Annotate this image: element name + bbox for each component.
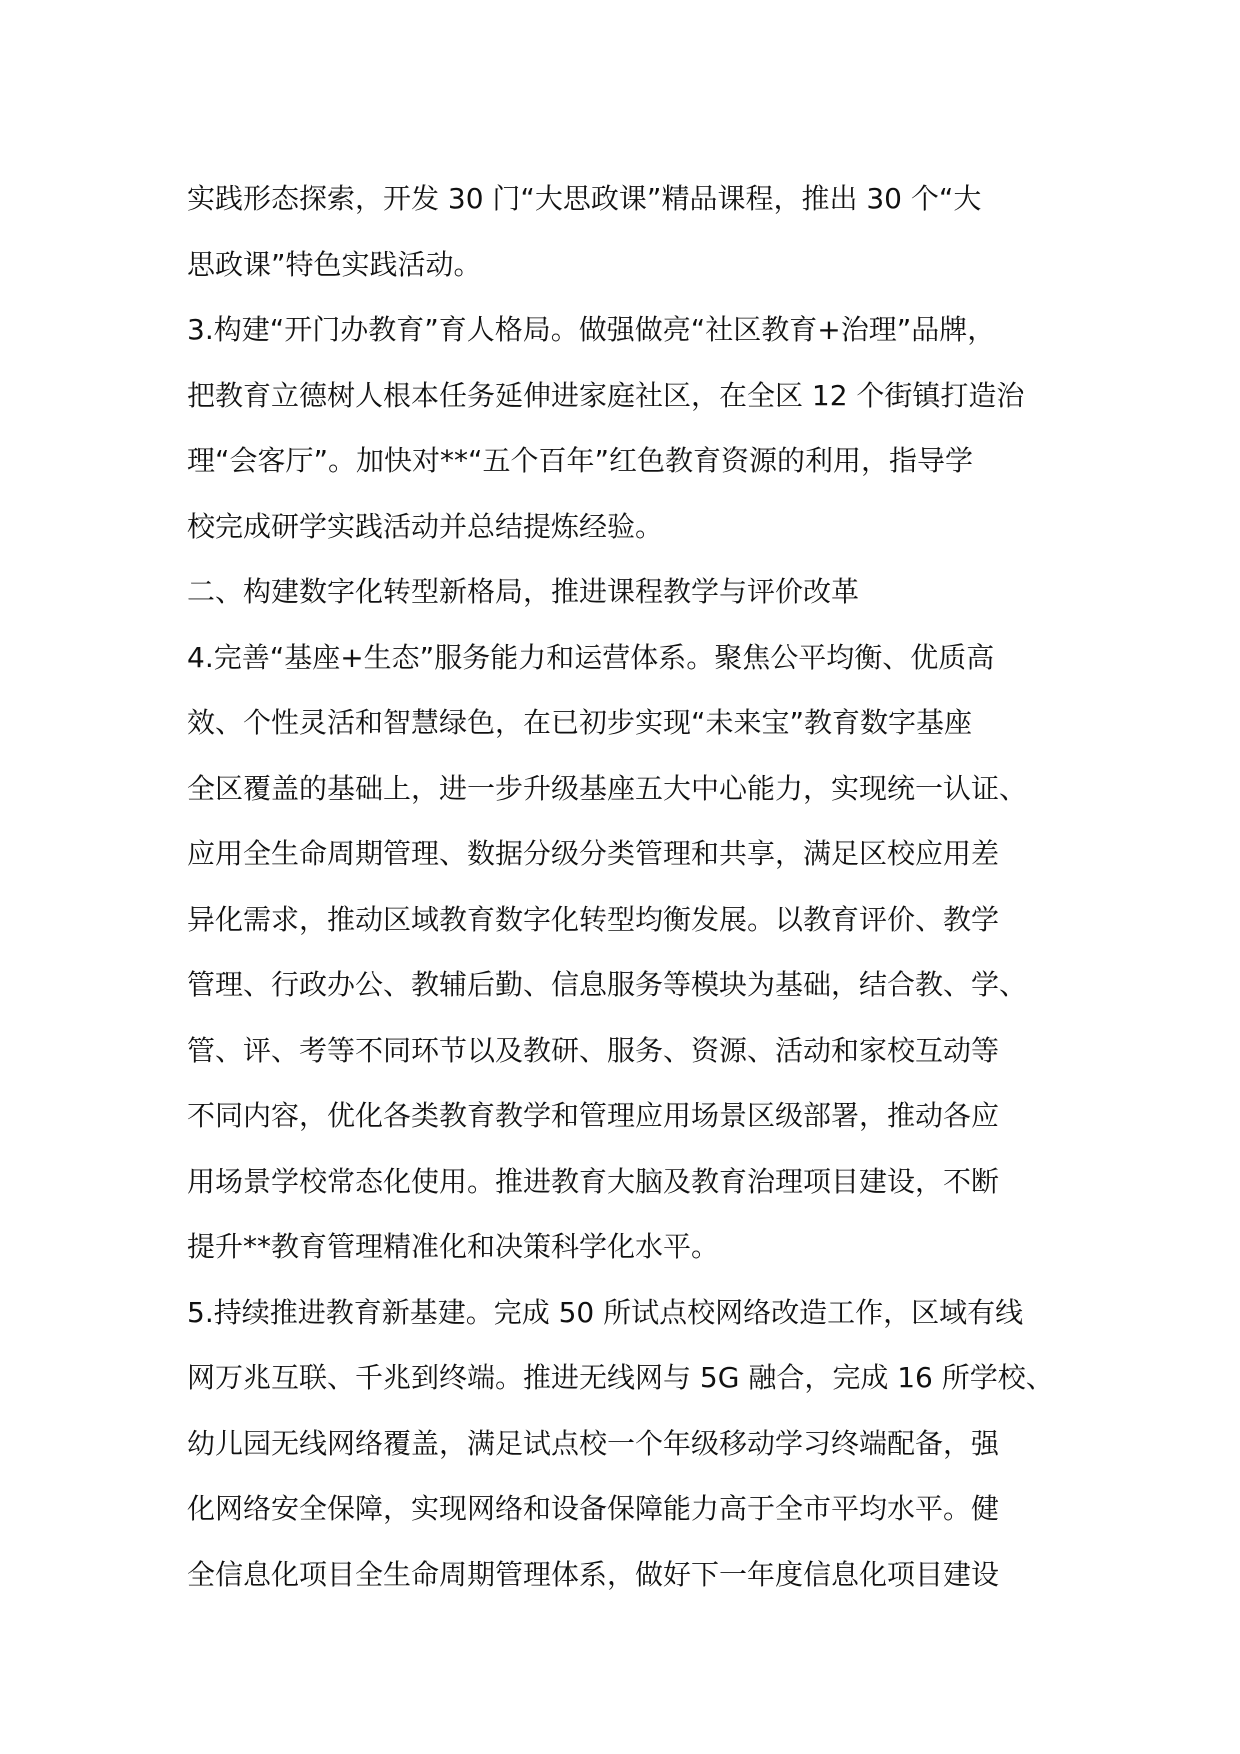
text-line: 应用全生命周期管理、数据分级分类管理和共享，满足区校应用差: [187, 837, 1000, 870]
text-line: 异化需求，推动区域教育数字化转型均衡发展。以教育评价、教学: [187, 902, 1000, 936]
document-body: [187, 166, 1087, 1607]
text-line: 把教育立德树人根本任务延伸进家庭社区，在全区 12 个街镇打造治: [187, 378, 1025, 412]
text-line: 3.构建“开门办教育”育人格局。做强做亮“社区教育+治理”品牌，: [187, 313, 996, 346]
text-line: 理“会客厅”。加快对**“五个百年”红色教育资源的利用，指导学: [187, 444, 974, 477]
text-line: 网万兆互联、千兆到终端。推进无线网与 5G 融合，完成 16 所学校、: [187, 1361, 1054, 1394]
section-heading: 二、构建数字化转型新格局，推进课程教学与评价改革: [187, 575, 860, 608]
text-line: 5.持续推进教育新基建。完成 50 所试点校网络改造工作，区域有线: [187, 1295, 1024, 1329]
text-line: 管理、行政办公、教辅后勤、信息服务等模块为基础，结合教、学、: [187, 968, 1028, 1001]
text-line: 不同内容，优化各类教育教学和管理应用场景区级部署，推动各应: [187, 1099, 1000, 1132]
text-line: 提升**教育管理精准化和决策科学化水平。: [187, 1230, 720, 1263]
text-line: 全区覆盖的基础上，进一步升级基座五大中心能力，实现统一认证、: [187, 771, 1028, 805]
text-line: 实践形态探索，开发 30 门“大思政课”精品课程，推出 30 个“大: [187, 182, 982, 215]
text-line: 思政课”特色实践活动。: [187, 247, 482, 281]
text-line: 幼儿园无线网络覆盖，满足试点校一个年级移动学习终端配备，强: [187, 1426, 1000, 1460]
text-line: 校完成研学实践活动并总结提炼经验。: [187, 509, 664, 543]
text-line: 管、评、考等不同环节以及教研、服务、资源、活动和家校互动等: [187, 1033, 1000, 1067]
text-line: 化网络安全保障，实现网络和设备保障能力高于全市平均水平。健: [187, 1492, 1000, 1525]
text-line: 4.完善“基座+生态”服务能力和运营体系。聚焦公平均衡、优质高: [187, 640, 995, 674]
text-line: 用场景学校常态化使用。推进教育大脑及教育治理项目建设，不断: [187, 1164, 1000, 1198]
text-line: 全信息化项目全生命周期管理体系，做好下一年度信息化项目建设: [187, 1557, 1000, 1591]
text-line: 效、个性灵活和智慧绿色，在已初步实现“未来宝”教育数字基座: [187, 706, 973, 739]
